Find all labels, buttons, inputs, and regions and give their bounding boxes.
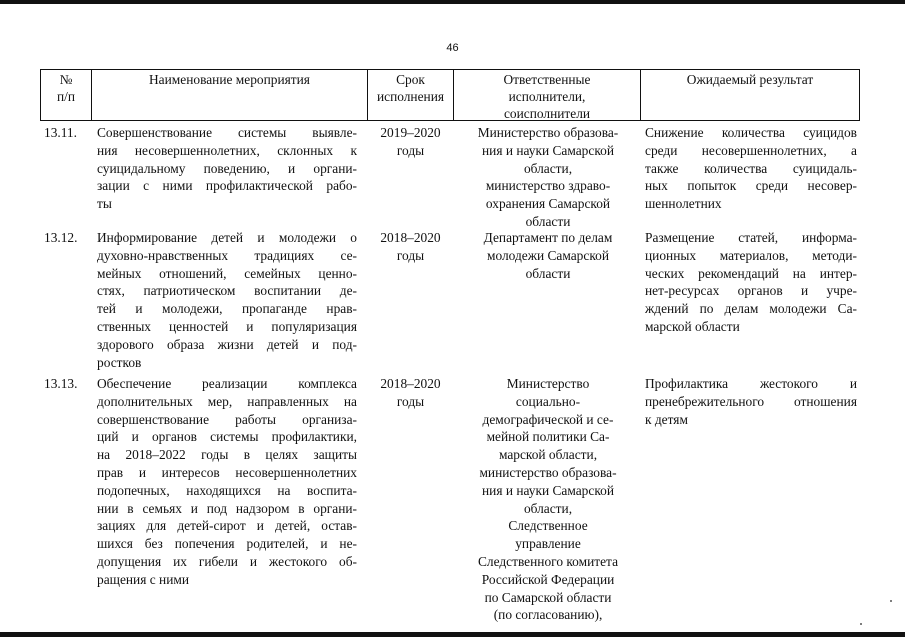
scan-speck	[890, 600, 892, 602]
header-expected-result: Ожидаемый результат	[686, 72, 814, 87]
row-number: 13.12.	[44, 230, 78, 245]
row-responsible: Министерство образова- ния и науки Самарской области, министерство здраво- охранения Самарской области	[477, 125, 619, 229]
row-activity-name: Информирование детей и молодежи о духовно-нравственных традициях се- мейных отношений, семейных ценно- стях, патриотическом воспитании де- тей и молодежи, пропаганде нрав- ственных ценностей и популяризация здорового образа жизни детей и под- ростков	[97, 230, 357, 370]
top-border-line	[0, 0, 905, 4]
row-expected-result: Снижение количества суицидов среди несовершеннолетних, а также количества суицидаль- ных попыток среди несовер- шеннолетних	[645, 125, 857, 212]
row-activity-name: Обеспечение реализации комплекса дополнительных мер, направленных на совершенствование работы организа- ций и органов системы профилактики, на 2018–2022 годы в целях защиты прав и интересов несовершеннолетних подопечных, находящихся на воспита- нии в семьях и под надзором в органи- зациях для детей-сирот и детей, остав- шихся без попечения родителей, и не- допущения их гибели и жестокого об- ращения с ними	[97, 376, 357, 587]
header-number: № п/п	[56, 72, 76, 104]
header-responsible: Ответственные исполнители, соисполнители	[503, 72, 591, 121]
scan-speck	[860, 623, 862, 625]
header-term: Срок исполнения	[376, 72, 445, 104]
row-expected-result: Размещение статей, информа- ционных материалов, методи- ческих рекомендаций на интер- нет-ресурсах органов и учре- ждений по делам молодежи Са- марской области	[645, 230, 857, 334]
row-responsible: Департамент по делам молодежи Самарской области	[483, 230, 613, 281]
header-activity-name: Наименование мероприятия	[149, 72, 310, 87]
page-number: 46	[446, 42, 459, 54]
row-expected-result: Профилактика жестокого и пренебрежительного отношения к детям	[645, 376, 857, 427]
row-number: 13.11.	[44, 125, 77, 140]
row-activity-name: Совершенствование системы выявле- ния несовершеннолетних, склонных к суицидальному поведению, и органи- зации с ними профилактической рабо- ты	[97, 125, 357, 212]
bottom-border-line	[0, 632, 905, 637]
row-term: 2018–2020 годы	[380, 376, 441, 409]
row-number: 13.13.	[44, 376, 78, 391]
row-term: 2019–2020 годы	[380, 125, 441, 158]
row-term: 2018–2020 годы	[380, 230, 441, 263]
row-responsible: Министерство социально- демографической и се- мейной политики Са- марской области, министерство образова- ния и науки Самарской области, Следственное управление Следственного комитета Российской Федерации по Самарской области (по согласованию),	[477, 376, 619, 623]
